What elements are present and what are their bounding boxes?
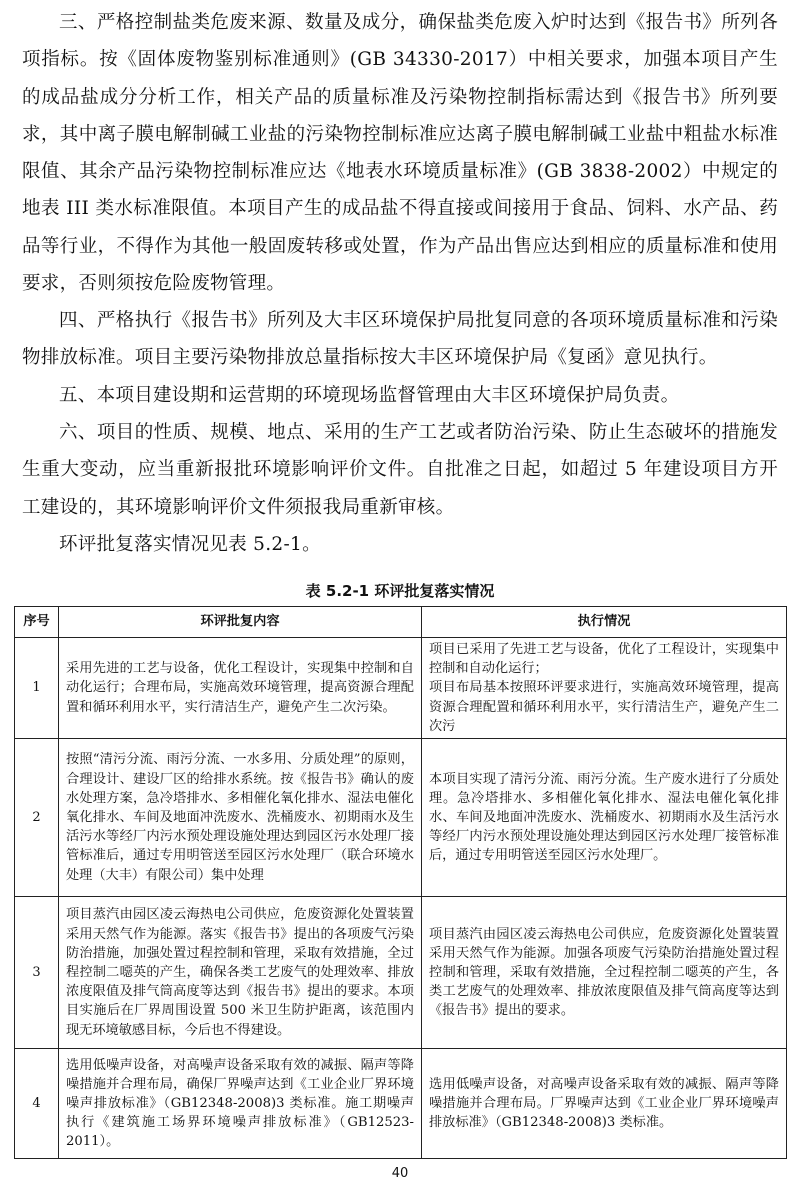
row-serial-number: 4 <box>15 1049 59 1159</box>
header-implementation-status: 执行情况 <box>422 607 787 638</box>
row-serial-number: 2 <box>15 739 59 897</box>
row-implementation-status: 选用低噪声设备，对高噪声设备采取有效的减振、隔声等降噪措施并合理布局。厂界噪声达到《工业企业厂界环境噪声排放标准》（GB12348-2008)3 类标准。 <box>422 1049 787 1159</box>
table-header-row <box>15 607 787 638</box>
row-approval-content: 选用低噪声设备，对高噪声设备采取有效的减振、隔声等降噪措施并合理布局，确保厂界噪声达到《工业企业厂界环境噪声排放标准》（GB12348-2008)3 类标准。施工期噪声执行《建筑施工场界环境噪声排放标准》（GB12523-2011）。 <box>59 1049 422 1159</box>
row-approval-content: 项目蒸汽由园区凌云海热电公司供应，危废资源化处置装置采用天然气作为能源。落实《报告书》提出的各项废气污染防治措施，加强处置过程控制和管理，采取有效措施，全过程控制二噁英的产生，确保各类工艺废气的处理效率、排放浓度限值及排气筒高度等达到《报告书》提出的要求。本项目实施后在厂界周围设置 500 米卫生防护距离，该范围内现无环境敏感目标，今后也不得建设。 <box>59 897 422 1049</box>
header-approval-content: 环评批复内容 <box>59 607 422 638</box>
row-implementation-status: 本项目实现了清污分流、雨污分流。生产废水进行了分质处理。急冷塔排水、多相催化氧化排水、湿法电催化氧化排水、车间及地面冲洗废水、洗桶废水、初期雨水及生活污水等经厂内污水预处理设施处理达到园区污水处理厂接管标准后，通过专用明管送至园区污水处理厂。 <box>422 739 787 897</box>
row-implementation-status: 项目已采用了先进工艺与设备，优化了工程设计，实现集中控制和自动化运行； 项目布局基本按照环评要求进行，实施高效环境管理，提高资源合理配置和循环利用水平，实行清洁生产，避免产生二次污 <box>422 638 787 739</box>
table-caption: 表 5.2-1 环评批复落实情况 <box>305 582 495 600</box>
paragraph-emission-standards: 四、严格执行《报告书》所列及大丰区环境保护局批复同意的各项环境质量标准和污染物排放标准。项目主要污染物排放总量指标按大丰区环境保护局《复函》意见执行。 <box>22 310 778 369</box>
row-serial-number: 3 <box>15 897 59 1049</box>
row-approval-content: 采用先进的工艺与设备，优化工程设计，实现集中控制和自动化运行；合理布局，实施高效环境管理，提高资源合理配置和循环利用水平，实行清洁生产，避免产生二次污染。 <box>59 638 422 739</box>
page-number: 40 <box>391 1166 409 1181</box>
table-row <box>15 897 787 1049</box>
row-implementation-status: 项目蒸汽由园区凌云海热电公司供应，危废资源化处置装置采用天然气作为能源。加强各项废气污染防治措施处置过程控制和管理，采取有效措施，全过程控制二噁英的产生，各类工艺废气的处理效率、排放浓度限值及排气筒高度等达到《报告书》提出的要求。 <box>422 897 787 1049</box>
paragraph-table-intro: 环评批复落实情况见表 5.2-1。 <box>59 534 321 555</box>
approval-implementation-table <box>14 606 787 1159</box>
table-row <box>15 1049 787 1159</box>
table-row <box>15 739 787 897</box>
table-row <box>15 638 787 739</box>
header-serial-number: 序号 <box>15 607 59 638</box>
row-serial-number: 1 <box>15 638 59 739</box>
paragraph-supervision: 五、本项目建设期和运营期的环境现场监督管理由大丰区环境保护局负责。 <box>59 385 680 406</box>
paragraph-salt-waste-control: 三、严格控制盐类危废来源、数量及成分，确保盐类危废入炉时达到《报告书》所列各项指标。按《固体废物鉴别标准通则》(GB 34330-2017）中相关要求，加强本项目产生的成品盐成分分析工作，相关产品的质量标准及污染物控制指标需达到《报告书》所列要求，其中离子膜电解制碱工业盐的污染物控制标准应达离子膜电解制碱工业盐中粗盐水标准限值、其余产品污染物控制标准应达《地表水环境质量标准》(GB 3838-2002）中规定的地表 III 类水标准限值。本项目产生的成品盐不得直接或间接用于食品、饲料、水产品、药品等行业，不得作为其他一般固废转移或处置，作为产品出售应达到相应的质量标准和使用要求，否则须按危险废物管理。 <box>22 12 778 295</box>
row-approval-content: 按照“清污分流、雨污分流、一水多用、分质处理”的原则，合理设计、建设厂区的给排水系统。按《报告书》确认的废水处理方案，急冷塔排水、多相催化氧化排水、湿法电催化氧化排水、车间及地面冲洗废水、洗桶废水、初期雨水及生活污水等经厂内污水预处理设施处理达到园区污水处理厂接管标准后，通过专用明管送至园区污水处理厂（联合环境水处理（大丰）有限公司）集中处理 <box>59 739 422 897</box>
paragraph-major-change: 六、项目的性质、规模、地点、采用的生产工艺或者防治污染、防止生态破坏的措施发生重大变动，应当重新报批环境影响评价文件。自批准之日起，如超过 5 年建设项目方开工建设的，其环境影响评价文件须报我局重新审核。 <box>22 422 778 518</box>
